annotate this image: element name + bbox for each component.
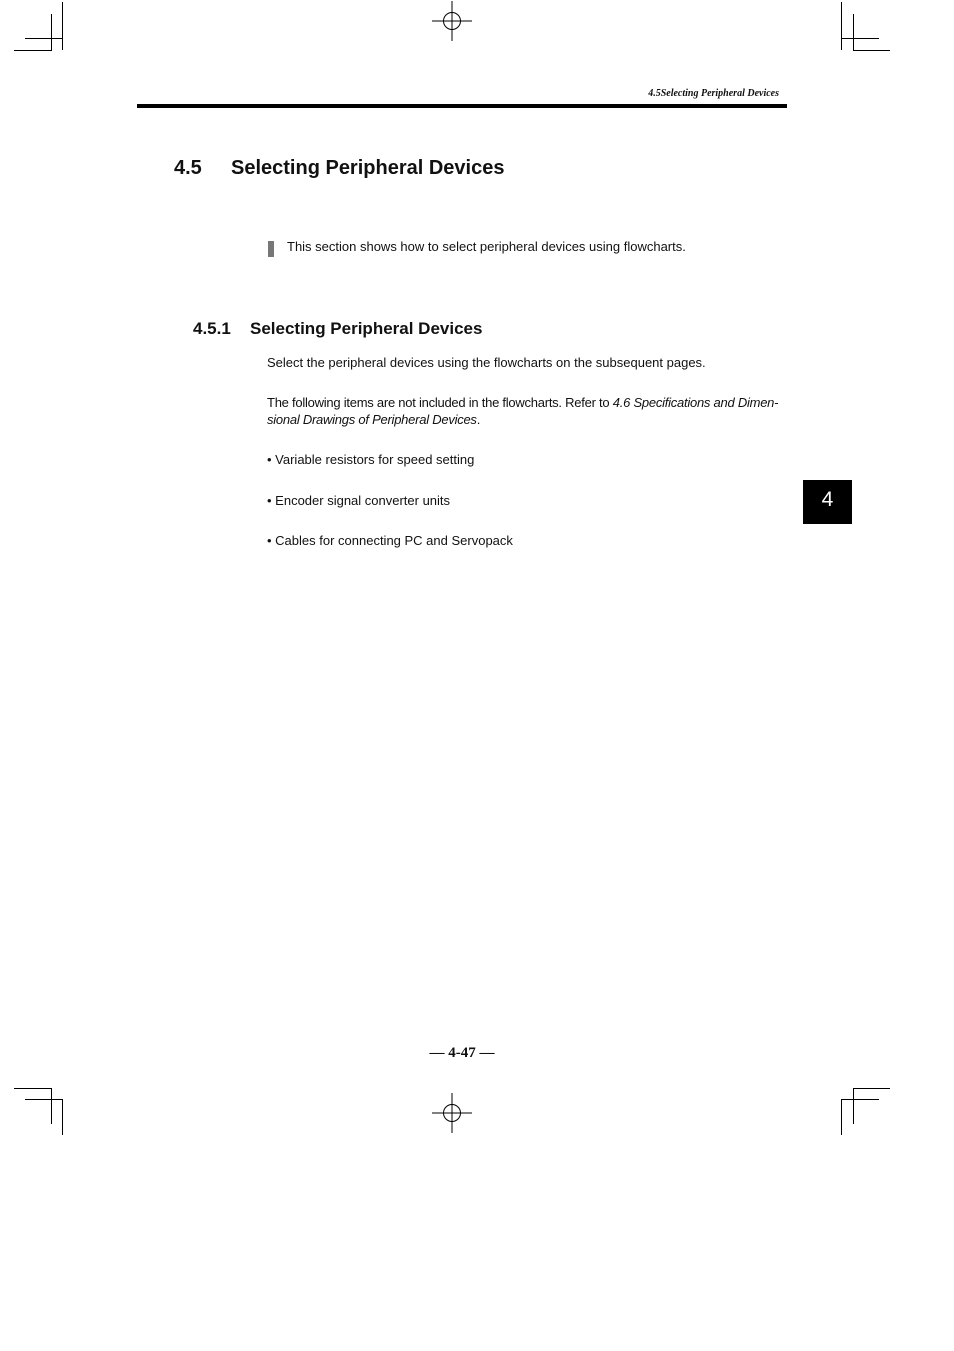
crop-mark — [51, 1088, 52, 1124]
crop-mark — [853, 1088, 890, 1089]
crop-mark — [25, 1099, 62, 1100]
cross-reference-link[interactable]: 4.6 Specifications and Dimen- — [612, 395, 779, 410]
crop-mark — [25, 38, 62, 39]
chapter-tab: 4 — [803, 480, 852, 524]
crop-mark — [853, 50, 890, 51]
note-marker — [268, 241, 274, 257]
section-title: Selecting Peripheral Devices — [231, 157, 505, 179]
section-number: 4.5 — [174, 157, 202, 179]
crop-mark — [841, 1099, 842, 1135]
crop-mark — [853, 14, 854, 51]
running-header: 4.5Selecting Peripheral Devices — [648, 88, 779, 99]
section-heading — [174, 157, 504, 180]
crop-mark — [842, 1099, 879, 1100]
subsection-number: 4.5.1 — [193, 319, 231, 338]
crop-mark — [62, 2, 63, 50]
crop-mark — [51, 14, 52, 51]
excluded-items-paragraph — [267, 394, 792, 428]
section-summary: This section shows how to select peripheral devices using flowcharts. — [287, 239, 686, 254]
crop-mark — [14, 1088, 51, 1089]
list-item: • Encoder signal converter units — [267, 493, 451, 508]
crop-mark — [853, 1088, 854, 1124]
list-item: • Variable resistors for speed setting — [267, 452, 475, 467]
list-item: • Cables for connecting PC and Servopack — [267, 533, 513, 548]
intro-paragraph: Select the peripheral devices using the flowcharts on the subsequent pages. — [267, 355, 706, 370]
crop-mark — [62, 1099, 63, 1135]
crop-mark — [842, 38, 879, 39]
crop-mark — [841, 2, 842, 50]
header-rule — [137, 104, 787, 108]
page-number: — 4-47 — — [429, 1045, 495, 1061]
subsection-title: Selecting Peripheral Devices — [250, 319, 483, 338]
crop-mark — [14, 50, 51, 51]
cross-reference-link[interactable]: sional Drawings of Peripheral Devices — [267, 412, 477, 427]
period: . — [476, 412, 481, 427]
registration-mark-icon — [432, 1, 472, 41]
excluded-lead: The following items are not included in the flowcharts. Refer to — [267, 395, 610, 410]
subsection-heading — [193, 319, 482, 339]
registration-mark-icon — [432, 1093, 472, 1133]
